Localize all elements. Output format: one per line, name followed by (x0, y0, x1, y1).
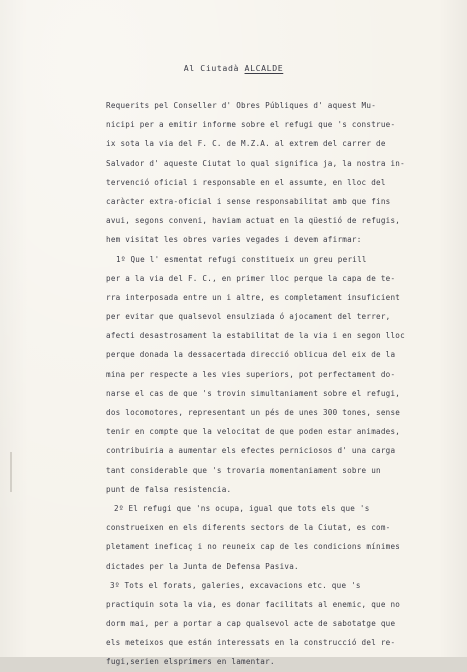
body-line: caràcter extra-oficial i sense responsabilitat amb que fins (106, 196, 391, 206)
body-line: rra interposada entre un i altre, es completament insuficient (106, 292, 401, 302)
body-line: mina per respecte a les vies superiors, pot perfectament do- (106, 369, 396, 379)
body-line: nicipi per a emitir informe sobre el refugi que 's construe- (106, 120, 396, 130)
body-line: construeixen en els diferents sectors de la Ciutat, es com- (106, 523, 391, 533)
body-line: perque donada la dessacertada direcció oblicua del eix de la (106, 350, 396, 360)
body-line: contribuiria a aumentar els efectes perniciosos d' una carga (106, 446, 396, 456)
body-line: tant considerable que 's trovaria momentaniament sobre un (106, 465, 381, 475)
body-line: hem visitat les obres varies vegades i devem afirmar: (106, 235, 362, 245)
body-line: pletament ineficaç i no reuneix cap de les condicions mínimes (106, 542, 401, 552)
letter-body (106, 96, 436, 672)
body-line: dictades per la Junta de Defensa Pasiva. (106, 561, 299, 571)
body-line-point-1: 1º Que l' esmentat refugi constitueix un greu perill (116, 254, 367, 264)
body-line-point-3: 3º Tots el forats, galeries, excavacions etc. que 's (110, 580, 361, 590)
paper-edge-stain (10, 452, 12, 492)
body-line: ix sota la via del F. C. de M.Z.A. al extrem del carrer de (106, 139, 386, 149)
body-line: Requerits pel Conseller d' Obres Públiques d' aquest Mu- (106, 101, 377, 110)
body-line: tervenció oficial i responsable en el assumte, en lloc del (106, 177, 386, 187)
document-title (0, 63, 467, 73)
body-line: fugi,serien elsprimers en lamentar. (106, 657, 275, 667)
body-line: dorm mai, per a portar a cap qualsevol acte de sabotatge que (106, 619, 396, 629)
body-line: els meteixos que están interessats en la construcció del re- (106, 638, 396, 648)
body-line: afecti desastrosament la estabilitat de la via i en segon lloc (106, 331, 405, 341)
body-line: tenir en compte que la velocitat de que poden estar animades, (106, 427, 401, 437)
body-line: practiquin sota la via, es donar facilitats al enemic, que no (106, 599, 401, 609)
body-line: narse el cas de que 's trovin simultaniament sobre el refugi, (106, 388, 401, 398)
body-line: avui, segons conveni, haviam actuat en la qüestió de refugis, (106, 216, 401, 226)
body-line: punt de falsa resistencia. (106, 484, 232, 494)
body-line: dos locomotores, representant un pés de unes 300 tones, sense (106, 408, 401, 417)
body-line: per evitar que qualsevol ensulziada ó ajocament del terrer, (106, 312, 391, 322)
title-prefix: Al Ciutadà (183, 63, 240, 73)
title-addressee: ALCALDE (244, 63, 284, 73)
body-line: Salvador d' aqueste Ciutat lo qual significa ja, la nostra in- (106, 158, 405, 168)
body-line-point-2: 2º El refugi que 'ns ocupa, igual que tots els que 's (114, 503, 370, 513)
body-line: per a la via del F. C., en primer lloc perque la capa de te- (106, 273, 396, 283)
